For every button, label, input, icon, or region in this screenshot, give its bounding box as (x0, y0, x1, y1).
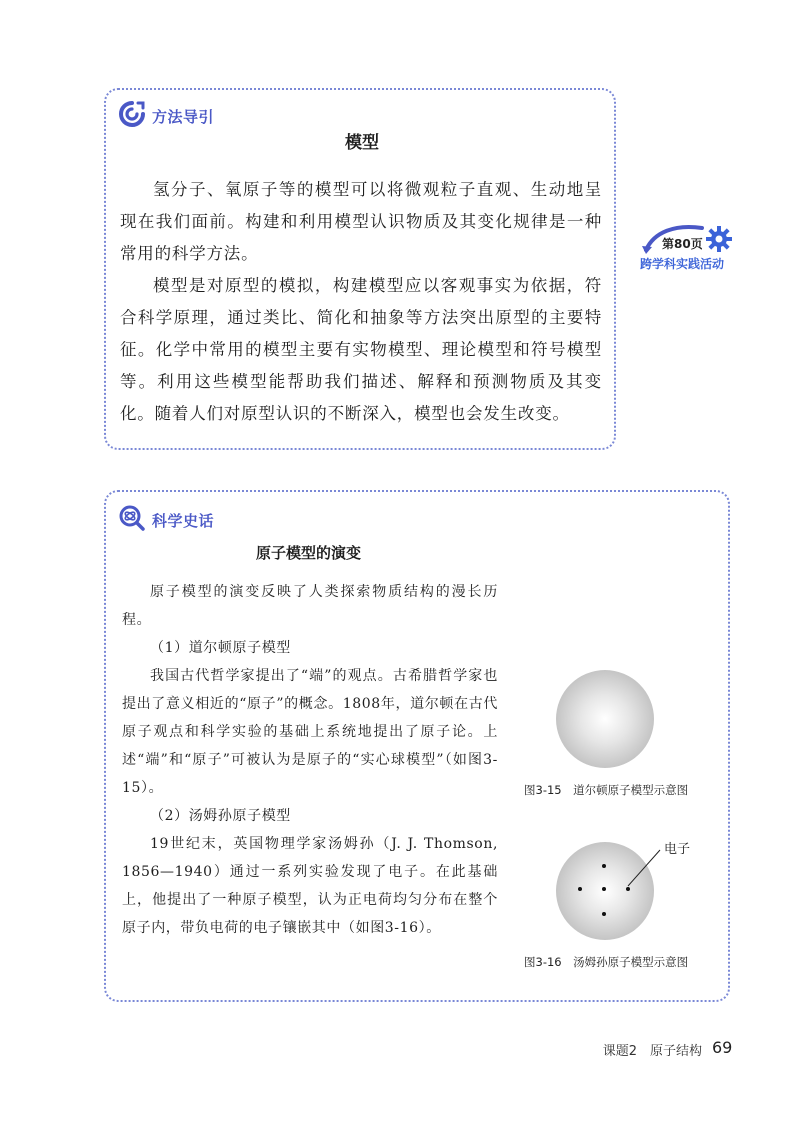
electron-dot (602, 864, 606, 868)
thomson-heading: （2）汤姆孙原子模型 (150, 808, 291, 824)
electron-dot (602, 912, 606, 916)
dalton-text: 我国古代哲学家提出了“端”的观点。古希腊哲学家也提出了意义相近的“原子”的概念。1808年，道尔顿在古代原子观点和科学实验的基础上系统地提出了原子论。上述“端”和“原子”可被认为是原子的“实心球模型”（如图3-15）。 (122, 668, 498, 796)
electron-pointer-line (624, 846, 664, 892)
magnifier-atom-icon (118, 504, 146, 536)
method-guide-paragraph-2: 模型是对原型的模拟，构建模型应以客观事实为依据，符合科学原理，通过类比、简化和抽象等方法突出原型的主要特征。化学中常用的模型主要有实物模型、理论模型和符号模型等。利用这些模型能帮助我们描述、解释和预测物质及其变化。随着人们对原型认识的不断深入，模型也会发生改变。 (120, 276, 602, 423)
electron-dot (602, 887, 606, 891)
science-history-label-text: 科学史话 (152, 511, 215, 530)
method-guide-box (104, 88, 616, 450)
thomson-text: 19世纪末，英国物理学家汤姆孙（J. J. Thomson, 1856—1940）通过一系列实验发现了电子。在此基础上，他提出了一种原子模型，认为正电荷均匀分布在整个原子内，带负电荷的电子镶嵌其中（如图3-16）。 (122, 836, 498, 936)
method-guide-paragraph-1: 氢分子、氧原子等的模型可以将微观粒子直观、生动地呈现在我们面前。构建和利用模型认识物质及其变化规律是一种常用的科学方法。 (120, 180, 602, 263)
electron-label: 电子 (664, 842, 691, 857)
chapter-footer: 课题2 原子结构 (602, 1044, 702, 1059)
dalton-solid-sphere (556, 670, 654, 768)
method-guide-label-text: 方法导引 (152, 107, 215, 126)
page-number: 69 (712, 1038, 733, 1057)
science-history-box (104, 490, 730, 1002)
cross-reference-activity: 跨学科实践活动 (640, 257, 725, 271)
cross-reference-link[interactable] (640, 222, 740, 282)
electron-dot (578, 887, 582, 891)
history-intro: 原子模型的演变反映了人类探索物质结构的漫长历程。 (122, 584, 498, 628)
figure-3-15-caption: 图3-15 道尔顿原子模型示意图 (524, 783, 689, 797)
figure-3-16-caption: 图3-16 汤姆孙原子模型示意图 (524, 955, 689, 969)
science-history-title: 原子模型的演变 (256, 544, 362, 562)
dalton-heading: （1）道尔顿原子模型 (150, 640, 291, 656)
gear-icon (706, 226, 732, 256)
science-history-label (118, 504, 214, 536)
method-guide-title: 模型 (345, 133, 379, 153)
cross-reference-page: 第80页 (662, 237, 703, 251)
